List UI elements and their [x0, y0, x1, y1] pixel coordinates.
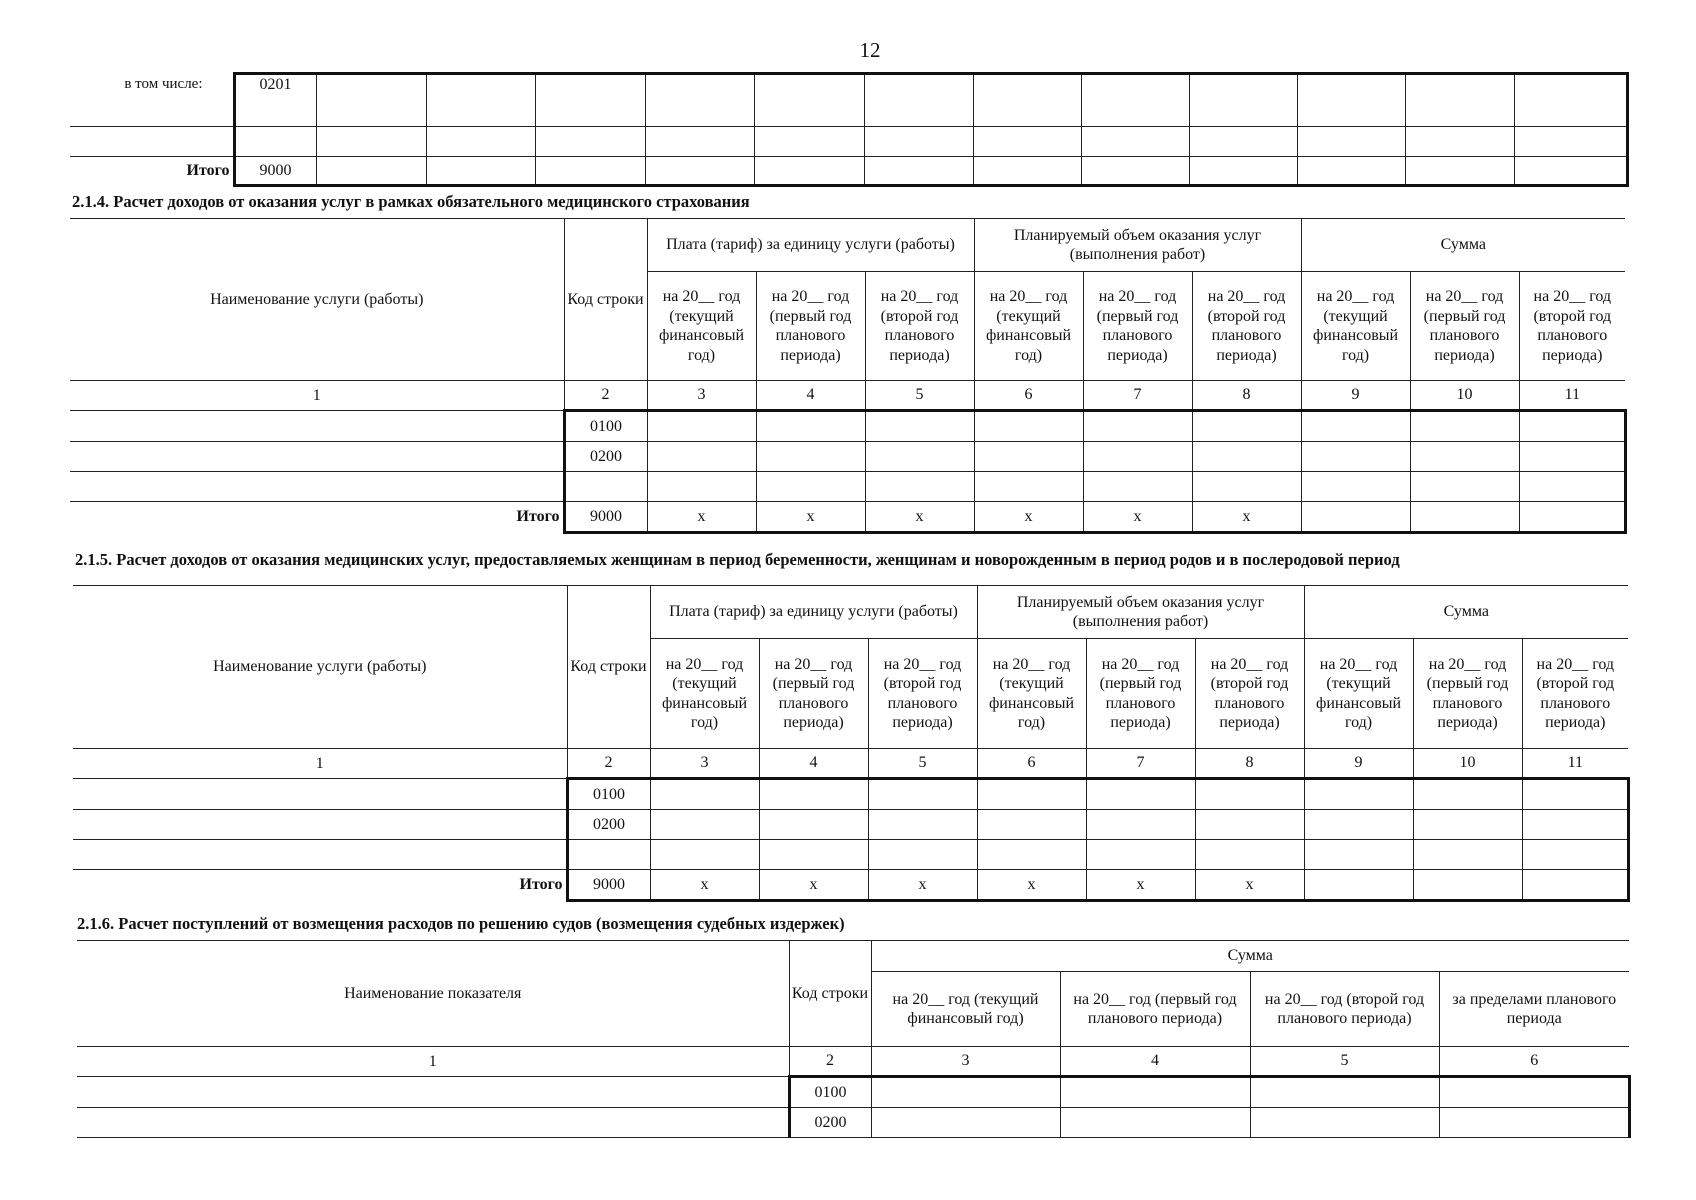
table-cell[interactable] — [754, 127, 864, 157]
table-cell[interactable] — [759, 779, 868, 810]
column-numbers-row — [70, 381, 1625, 411]
total-code: 9000 — [567, 870, 650, 901]
sub-header-first: на 20__ год (первый год планового периода) — [1086, 639, 1195, 749]
table-cell[interactable] — [865, 442, 974, 472]
table-cell[interactable] — [1297, 74, 1405, 127]
table-cell[interactable] — [977, 840, 1086, 870]
table-row — [70, 74, 1627, 127]
row-code: 0200 — [567, 810, 650, 840]
table-cell[interactable] — [1522, 779, 1628, 810]
sub-header-second: на 20__ год (второй год планового периода) — [1519, 272, 1625, 381]
table-cell[interactable] — [1519, 442, 1625, 472]
table-cell[interactable] — [1086, 810, 1195, 840]
table-cell[interactable] — [1192, 411, 1301, 442]
table-cell[interactable] — [645, 127, 754, 157]
table-row — [73, 779, 1628, 810]
sub-header-current: на 20__ год (текущий финансовый год) — [974, 272, 1083, 381]
table-cell[interactable] — [1405, 74, 1514, 127]
total-label: Итого — [73, 870, 567, 901]
table-cell[interactable] — [754, 157, 864, 186]
table-cell[interactable] — [977, 810, 1086, 840]
table-cell[interactable] — [645, 157, 754, 186]
x-mark: x — [650, 870, 759, 901]
row-code: 0100 — [789, 1077, 871, 1108]
table-cell[interactable] — [1083, 411, 1192, 442]
table-cell[interactable] — [426, 127, 535, 157]
table-row — [70, 411, 1625, 442]
table-cell[interactable] — [1519, 472, 1625, 502]
table-cell[interactable] — [754, 74, 864, 127]
row-code — [567, 840, 650, 870]
table-cell[interactable] — [1086, 840, 1195, 870]
table-cell[interactable] — [977, 779, 1086, 810]
x-mark: x — [647, 502, 756, 533]
row-label: в том числе: — [70, 74, 234, 127]
col-number: 3 — [647, 381, 756, 411]
table-cell[interactable] — [1304, 840, 1413, 870]
table-cell[interactable] — [864, 157, 973, 186]
table-row — [70, 157, 1627, 186]
total-label: Итого — [70, 157, 234, 186]
top-table — [70, 72, 1629, 187]
x-mark: x — [1086, 870, 1195, 901]
sub-header-current: на 20__ год (текущий финансовый год) — [647, 272, 756, 381]
sub-header-current: на 20__ год (текущий финансовый год) — [1304, 639, 1413, 749]
group-header-price: Плата (тариф) за единицу услуги (работы) — [647, 219, 974, 272]
table-cell[interactable] — [1413, 840, 1522, 870]
table-cell[interactable] — [1439, 1108, 1629, 1138]
x-mark: x — [865, 502, 974, 533]
table-cell[interactable] — [973, 74, 1081, 127]
page-number: 12 — [859, 38, 881, 62]
sub-header-beyond: за пределами планового периода — [1439, 972, 1629, 1047]
table-cell[interactable] — [1413, 870, 1522, 901]
row-code: 0201 — [234, 74, 316, 127]
table-cell[interactable] — [756, 442, 865, 472]
x-mark: x — [1192, 502, 1301, 533]
group-header-volume: Планируемый объем оказания услуг (выполнения работ) — [977, 586, 1304, 639]
table-cell[interactable] — [1514, 127, 1627, 157]
col-number: 5 — [868, 749, 977, 779]
table-cell[interactable] — [868, 840, 977, 870]
col-number: 4 — [759, 749, 868, 779]
table-2-1-4 — [70, 218, 1627, 534]
table-cell[interactable] — [1405, 127, 1514, 157]
sub-header-current: на 20__ год (текущий финансовый год) — [650, 639, 759, 749]
col-number: 5 — [865, 381, 974, 411]
table-cell[interactable] — [1301, 411, 1410, 442]
table-cell[interactable] — [871, 1077, 1060, 1108]
table-cell[interactable] — [647, 472, 756, 502]
row-code: 0200 — [789, 1108, 871, 1138]
table-cell[interactable] — [1297, 157, 1405, 186]
sub-header-second: на 20__ год (второй год планового периода) — [1195, 639, 1304, 749]
total-row — [70, 502, 1625, 533]
col-number: 4 — [1060, 1047, 1250, 1077]
table-cell[interactable] — [1297, 127, 1405, 157]
section-heading-2-1-4: 2.1.4. Расчет доходов от оказания услуг в рамках обязательного медицинского страхования — [72, 192, 750, 211]
table-cell[interactable] — [650, 779, 759, 810]
col-number: 9 — [1301, 381, 1410, 411]
table-cell[interactable] — [759, 840, 868, 870]
table-cell[interactable] — [1250, 1077, 1439, 1108]
table-cell[interactable] — [535, 127, 645, 157]
col-number: 8 — [1192, 381, 1301, 411]
table-cell[interactable] — [759, 810, 868, 840]
x-mark: x — [868, 870, 977, 901]
row-code: 0200 — [564, 442, 647, 472]
table-cell[interactable] — [974, 411, 1083, 442]
table-cell[interactable] — [1522, 810, 1628, 840]
row-label — [70, 127, 234, 157]
table-cell[interactable] — [1189, 74, 1297, 127]
table-cell[interactable] — [864, 127, 973, 157]
sub-header-second: на 20__ год (второй год планового периода) — [868, 639, 977, 749]
col-number: 7 — [1083, 381, 1192, 411]
col-number: 1 — [70, 381, 564, 411]
table-row — [70, 442, 1625, 472]
sub-header-second: на 20__ год (второй год планового периода) — [1522, 639, 1628, 749]
table-cell[interactable] — [1192, 442, 1301, 472]
table-cell[interactable] — [1189, 127, 1297, 157]
table-cell[interactable] — [1514, 74, 1627, 127]
table-cell[interactable] — [864, 74, 973, 127]
row-name-cell[interactable] — [77, 1077, 789, 1108]
sub-header-first: на 20__ год (первый год планового периода) — [1413, 639, 1522, 749]
table-row — [77, 1077, 1629, 1108]
table-cell[interactable] — [1195, 779, 1304, 810]
header-row — [73, 586, 1628, 639]
group-header-price: Плата (тариф) за единицу услуги (работы) — [650, 586, 977, 639]
col-number: 3 — [871, 1047, 1060, 1077]
col-number: 6 — [977, 749, 1086, 779]
row-name-cell[interactable] — [73, 810, 567, 840]
table-row — [77, 1108, 1629, 1138]
x-mark: x — [756, 502, 865, 533]
col-number: 1 — [77, 1047, 789, 1077]
row-name-cell[interactable] — [73, 779, 567, 810]
table-cell[interactable] — [316, 74, 426, 127]
x-mark: x — [977, 870, 1086, 901]
table-cell[interactable] — [1439, 1077, 1629, 1108]
row-code — [234, 127, 316, 157]
total-row — [73, 870, 1628, 901]
table-cell[interactable] — [1250, 1108, 1439, 1138]
col-number: 6 — [974, 381, 1083, 411]
col-header-code: Код строки — [567, 586, 650, 749]
table-cell[interactable] — [1301, 472, 1410, 502]
col-number: 1 — [73, 749, 567, 779]
row-name-cell[interactable] — [70, 442, 564, 472]
table-cell[interactable] — [974, 442, 1083, 472]
sub-header-second: на 20__ год (второй год планового периода) — [865, 272, 974, 381]
section-heading-2-1-6: 2.1.6. Расчет поступлений от возмещения расходов по решению судов (возмещения судебных издержек) — [77, 914, 845, 933]
col-header-code: Код строки — [564, 219, 647, 381]
table-cell[interactable] — [1081, 74, 1189, 127]
column-numbers-row — [73, 749, 1628, 779]
table-cell[interactable] — [1304, 779, 1413, 810]
table-cell[interactable] — [1301, 442, 1410, 472]
table-cell[interactable] — [1081, 157, 1189, 186]
total-code: 9000 — [234, 157, 316, 186]
table-cell[interactable] — [756, 472, 865, 502]
table-cell[interactable] — [1514, 157, 1627, 186]
table-cell[interactable] — [1405, 157, 1514, 186]
table-row — [73, 810, 1628, 840]
col-number: 2 — [789, 1047, 871, 1077]
table-cell[interactable] — [1086, 779, 1195, 810]
group-header-sum: Сумма — [1304, 586, 1628, 639]
col-number: 2 — [567, 749, 650, 779]
header-row — [70, 219, 1625, 272]
table-cell[interactable] — [316, 127, 426, 157]
row-name-cell[interactable] — [70, 411, 564, 442]
table-cell[interactable] — [650, 840, 759, 870]
group-header-sum: Сумма — [1301, 219, 1625, 272]
table-cell[interactable] — [647, 442, 756, 472]
row-name-cell[interactable] — [73, 840, 567, 870]
table-cell[interactable] — [1519, 502, 1625, 533]
sub-header-first: на 20__ год (первый год планового периода) — [756, 272, 865, 381]
total-label: Итого — [70, 502, 564, 533]
table-cell[interactable] — [1413, 779, 1522, 810]
table-cell[interactable] — [650, 810, 759, 840]
table-cell[interactable] — [1192, 472, 1301, 502]
col-header-name: Наименование услуги (работы) — [73, 586, 567, 749]
x-mark: x — [1083, 502, 1192, 533]
sub-header-first: на 20__ год (первый год планового периода) — [1060, 972, 1250, 1047]
col-number: 8 — [1195, 749, 1304, 779]
table-cell[interactable] — [316, 157, 426, 186]
col-number: 9 — [1304, 749, 1413, 779]
table-row — [70, 472, 1625, 502]
col-number: 3 — [650, 749, 759, 779]
row-name-cell[interactable] — [77, 1108, 789, 1138]
table-row — [73, 840, 1628, 870]
col-number: 4 — [756, 381, 865, 411]
col-number: 5 — [1250, 1047, 1439, 1077]
table-cell[interactable] — [1410, 472, 1519, 502]
header-row — [77, 941, 1629, 972]
col-header-name: Наименование услуги (работы) — [70, 219, 564, 381]
row-code — [564, 472, 647, 502]
table-cell[interactable] — [756, 411, 865, 442]
col-number: 11 — [1522, 749, 1628, 779]
table-cell[interactable] — [647, 411, 756, 442]
table-cell[interactable] — [1522, 840, 1628, 870]
sub-header-first: на 20__ год (первый год планового периода) — [759, 639, 868, 749]
table-cell[interactable] — [1060, 1077, 1250, 1108]
sub-header-current: на 20__ год (текущий финансовый год) — [871, 972, 1060, 1047]
table-cell[interactable] — [868, 810, 977, 840]
sub-header-second: на 20__ год (второй год планового периода) — [1250, 972, 1439, 1047]
table-cell[interactable] — [865, 472, 974, 502]
table-cell[interactable] — [535, 157, 645, 186]
table-2-1-5 — [73, 585, 1630, 902]
table-cell[interactable] — [1410, 502, 1519, 533]
table-cell[interactable] — [974, 472, 1083, 502]
table-cell[interactable] — [1195, 840, 1304, 870]
sub-header-second: на 20__ год (второй год планового периода) — [1192, 272, 1301, 381]
col-number: 2 — [564, 381, 647, 411]
sub-header-first: на 20__ год (первый год планового периода) — [1083, 272, 1192, 381]
table-cell[interactable] — [973, 127, 1081, 157]
table-2-1-6 — [77, 940, 1631, 1138]
x-mark: x — [974, 502, 1083, 533]
table-cell[interactable] — [1519, 411, 1625, 442]
table-cell[interactable] — [1410, 442, 1519, 472]
table-cell[interactable] — [1301, 502, 1410, 533]
table-cell[interactable] — [1060, 1108, 1250, 1138]
col-header-name: Наименование показателя — [77, 941, 789, 1047]
col-number: 10 — [1410, 381, 1519, 411]
table-cell[interactable] — [1083, 472, 1192, 502]
col-header-code: Код строки — [789, 941, 871, 1047]
table-cell[interactable] — [1304, 810, 1413, 840]
table-cell[interactable] — [426, 74, 535, 127]
sub-header-first: на 20__ год (первый год планового периода) — [1410, 272, 1519, 381]
col-number: 10 — [1413, 749, 1522, 779]
column-numbers-row — [77, 1047, 1629, 1077]
table-cell[interactable] — [1413, 810, 1522, 840]
x-mark: x — [1195, 870, 1304, 901]
table-cell[interactable] — [1304, 870, 1413, 901]
group-header-sum: Сумма — [871, 941, 1629, 972]
table-cell[interactable] — [1083, 442, 1192, 472]
sub-header-current: на 20__ год (текущий финансовый год) — [1301, 272, 1410, 381]
col-number: 11 — [1519, 381, 1625, 411]
total-code: 9000 — [564, 502, 647, 533]
group-header-volume: Планируемый объем оказания услуг (выполнения работ) — [974, 219, 1301, 272]
col-number: 7 — [1086, 749, 1195, 779]
table-row — [70, 127, 1627, 157]
table-cell[interactable] — [1410, 411, 1519, 442]
table-cell[interactable] — [868, 779, 977, 810]
table-cell[interactable] — [1189, 157, 1297, 186]
sub-header-current: на 20__ год (текущий финансовый год) — [977, 639, 1086, 749]
table-cell[interactable] — [1195, 810, 1304, 840]
section-heading-2-1-5: 2.1.5. Расчет доходов от оказания медицинских услуг, предоставляемых женщинам в период беременности, женщинам и новорожденным в период родов и в послеродовой период — [75, 550, 1400, 569]
col-number: 6 — [1439, 1047, 1629, 1077]
table-cell[interactable] — [426, 157, 535, 186]
table-cell[interactable] — [973, 157, 1081, 186]
x-mark: x — [759, 870, 868, 901]
table-cell[interactable] — [871, 1108, 1060, 1138]
table-cell[interactable] — [645, 74, 754, 127]
table-cell[interactable] — [1522, 870, 1628, 901]
table-cell[interactable] — [865, 411, 974, 442]
row-name-cell[interactable] — [70, 472, 564, 502]
row-code: 0100 — [567, 779, 650, 810]
table-cell[interactable] — [1081, 127, 1189, 157]
table-cell[interactable] — [535, 74, 645, 127]
row-code: 0100 — [564, 411, 647, 442]
